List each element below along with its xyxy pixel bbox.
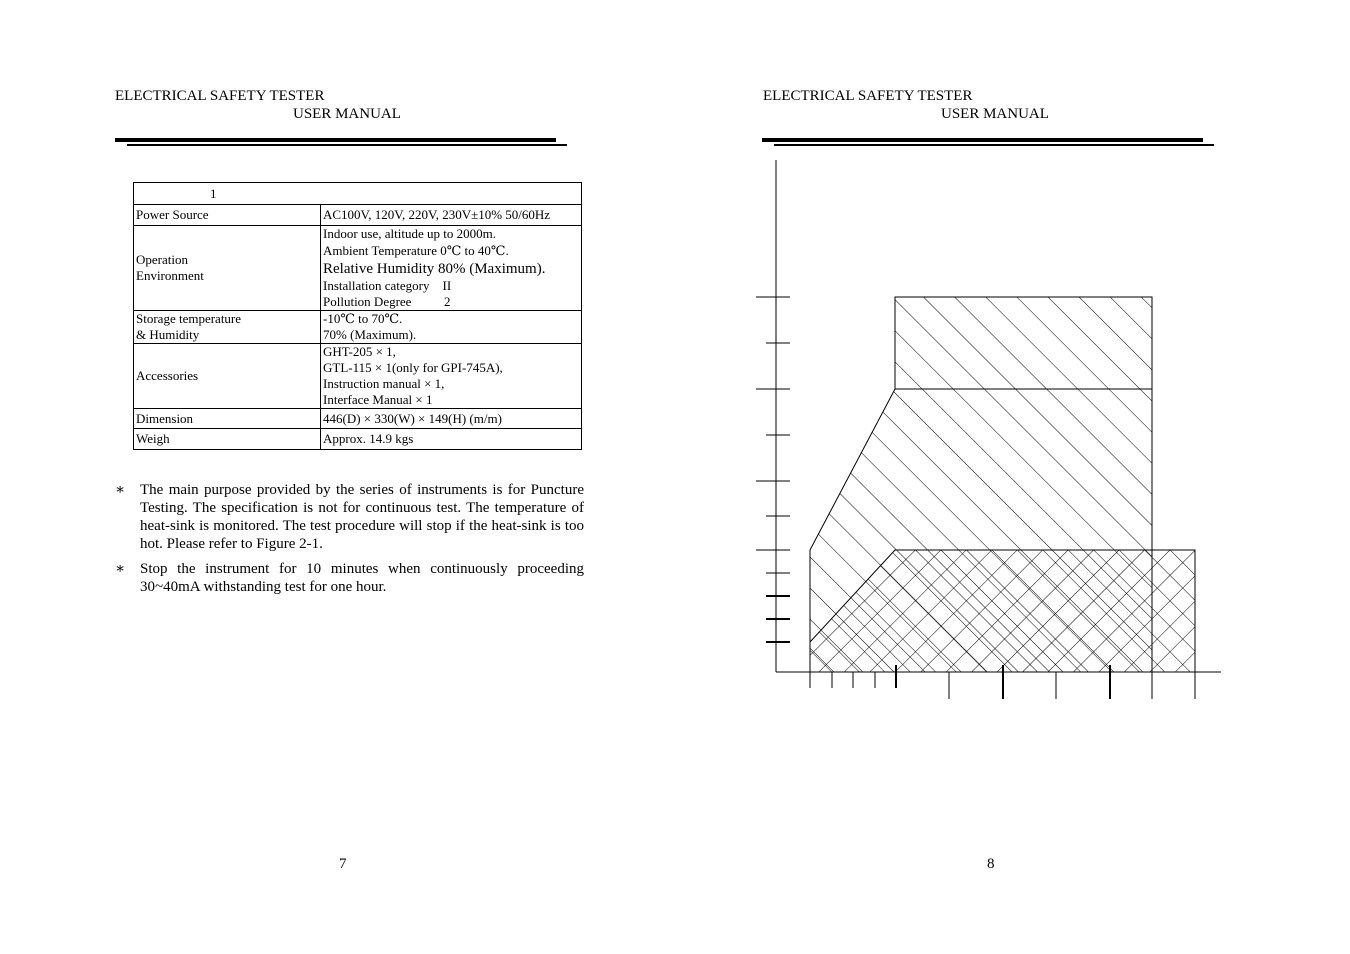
upper-hatched-region — [895, 297, 1152, 389]
right-header-rule-thick — [762, 138, 1203, 142]
table-row — [134, 409, 582, 429]
row-value: Indoor use, altitude up to 2000m. — [323, 226, 496, 241]
row-value: Approx. 14.9 kgs — [323, 431, 414, 446]
row-value: Pollution Degree 2 — [323, 294, 451, 309]
table-row — [134, 205, 582, 226]
left-header-rule-thin — [127, 144, 567, 146]
note-puncture-testing — [115, 481, 584, 553]
row-value: Installation category II — [323, 278, 452, 293]
specification-table — [133, 182, 582, 450]
y-axis-ticks — [756, 297, 790, 642]
note-text: The main purpose provided by the series of instruments is for Puncture Testing. The specification is not for continuous test. The temperature of heat-sink is monitored. The test procedure will stop if the heat-sink is too hot. Please refer to Figure 2-1. — [140, 482, 584, 552]
asterisk-icon: ∗ — [115, 561, 126, 577]
table-row — [134, 311, 582, 344]
right-header-title: ELECTRICAL SAFETY TESTER — [763, 88, 973, 104]
row-label: Dimension — [136, 410, 194, 426]
left-header-subtitle: USER MANUAL — [293, 106, 401, 122]
table-row — [134, 226, 582, 311]
table-row — [134, 344, 582, 409]
row-label: Operation — [136, 252, 188, 267]
row-value: Relative Humidity 80% (Maximum). — [323, 261, 546, 277]
row-label: & Humidity — [136, 327, 200, 342]
row-label: Accessories — [136, 368, 199, 383]
note-withstanding-test — [115, 560, 584, 596]
asterisk-icon: ∗ — [115, 482, 126, 498]
row-label: Storage temperature — [136, 311, 242, 326]
row-label: Power Source — [136, 207, 209, 222]
row-value: -10℃ to 70℃. — [323, 311, 403, 326]
row-value: AC100V, 120V, 220V, 230V±10% 50/60Hz — [323, 207, 551, 222]
row-label: Environment — [136, 268, 204, 283]
row-value: Ambient Temperature 0℃ to 40℃. — [323, 243, 509, 258]
row-value: GHT-205 × 1, — [323, 344, 396, 359]
left-header-rule-thick — [115, 138, 556, 142]
row-value: Interface Manual × 1 — [323, 392, 433, 407]
row-value: 446(D) × 330(W) × 149(H) (m/m) — [323, 410, 502, 426]
row-value: GTL-115 × 1(only for GPI-745A), — [323, 360, 503, 375]
table-title: 1 — [134, 183, 582, 205]
right-header-rule-thin — [774, 144, 1214, 146]
right-header-subtitle: USER MANUAL — [941, 106, 1049, 122]
table-row — [134, 429, 582, 450]
figure-2-1-operating-area-chart — [750, 155, 1230, 715]
left-header-title: ELECTRICAL SAFETY TESTER — [115, 88, 325, 104]
left-page-number: 7 — [339, 856, 347, 872]
note-text: Stop the instrument for 10 minutes when continuously proceeding 30~40mA withstanding test for one hour. — [140, 561, 584, 595]
row-label: Weigh — [136, 431, 170, 446]
row-value: 70% (Maximum). — [323, 327, 417, 342]
right-page-number: 8 — [987, 856, 995, 872]
row-value: Instruction manual × 1, — [323, 376, 445, 391]
